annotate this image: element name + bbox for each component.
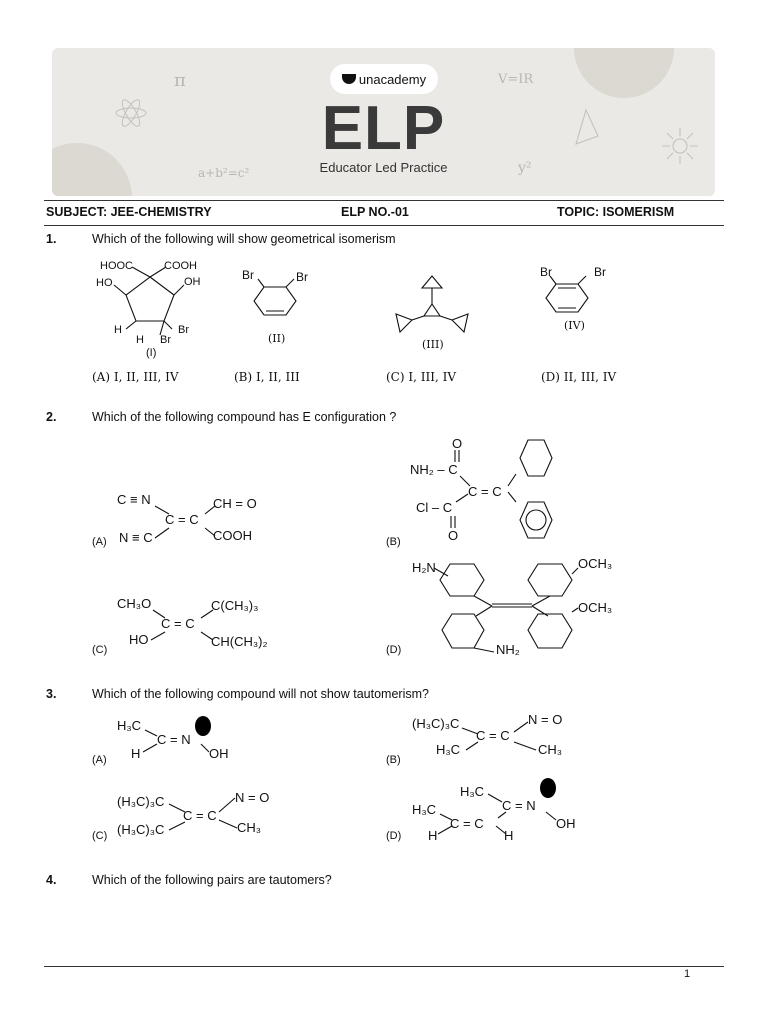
q2a-cc: C = C [165,512,199,527]
q3d-h3c-left: H₃C [412,802,437,817]
q3c-cc: C = C [183,808,217,823]
q2c-cch3: C(CH₃)₃ [211,598,259,613]
q3-structure-b [410,710,590,760]
q2-option-a[interactable]: (A) [92,536,107,548]
banner-title: ELP [321,94,446,163]
q2c-ch3o: CH₃O [117,596,152,611]
q3d-h-left: H [428,828,438,843]
q2c-ho: HO [129,632,149,647]
q2b-cc: C = C [468,484,502,499]
q2d-och3-top: OCH₃ [578,556,613,571]
banner-subtitle: Educator Led Practice [319,160,448,175]
q2-option-c[interactable]: (C) [92,644,108,656]
q3c-tbu-bottom: (H₃C)₃C [117,822,165,837]
q3d-h-right: H [504,828,514,843]
h-label-2: H [136,334,144,346]
question-4-number: 4. [46,873,57,887]
ho-label: HO [96,277,113,289]
q1-label-iv: (IV) [564,319,585,332]
q3b-tbu: (H₃C)₃C [412,716,460,731]
q3d-oh: OH [556,816,576,831]
brand-logo-icon [342,74,356,84]
q1-option-a[interactable]: (A) I, II, III, IV [92,370,179,384]
y2-doodle: y² [518,160,532,176]
q2b-nh2: NH₂ – C [410,462,458,477]
q2c-chch3: CH(CH₃)₂ [211,634,268,649]
q2b-o-bottom: O [448,528,459,543]
q2-structure-c [115,592,285,654]
oh-label: OH [184,276,201,288]
question-2-number: 2. [46,410,57,424]
br-iv-right: Br [594,265,606,279]
brand-name: unacademy [358,71,427,87]
q2a-cooh: COOH [213,528,252,543]
cooh-label: COOH [164,260,197,272]
q2a-nc: N ≡ C [119,530,153,545]
elp-number: ELP NO.-01 [341,205,409,219]
br-label-2: Br [160,334,171,346]
subject-header [44,200,724,226]
q3a-cn: C = N [157,732,191,747]
brand-logo [330,64,438,94]
q2d-h2n: H₂N [412,560,436,575]
ohm-doodle: V=IR [498,72,534,87]
q1-option-b[interactable]: (B) I, II, III [234,370,300,384]
q3b-h3c: H₃C [436,742,461,757]
q2-option-d[interactable]: (D) [386,644,402,656]
question-3-number: 3. [46,687,57,701]
q3c-no: N = O [235,790,270,805]
question-3-text: Which of the following compound will not show tautomerism? [92,687,429,701]
pi-doodle: π [174,70,186,91]
q3-structure-d [410,774,590,844]
q3-option-c[interactable]: (C) [92,830,108,842]
q1-label-ii: (II) [268,332,286,345]
h-label-1: H [114,324,122,336]
q3d-h3c-top: H₃C [460,784,485,799]
q1-label-i: (I) [146,347,157,359]
banner [52,48,715,196]
q2-structure-d [410,556,620,656]
q3-option-b[interactable]: (B) [386,754,401,766]
br-ii-left: Br [242,268,254,282]
q3c-ch3: CH₃ [237,820,262,835]
page-number: 1 [684,968,691,980]
q2b-o-top: O [452,436,463,451]
q2-structure-b [408,436,568,546]
q3c-tbu-top: (H₃C)₃C [117,794,165,809]
q2b-cl: Cl – C [416,500,453,515]
q1-structure-i [90,255,220,355]
q2c-cc: C = C [161,616,195,631]
question-4-text: Which of the following pairs are tautomers? [92,873,332,887]
q2a-cho: CH = O [213,496,257,511]
q3d-cc: C = C [450,816,484,831]
q1-structure-iv [538,262,618,322]
question-2-text: Which of the following compound has E configuration ? [92,410,397,424]
br-iv-left: Br [540,265,552,279]
q1-structure-iii [390,270,474,340]
hooc-label: HOOC [100,260,133,272]
q2d-och3-bottom: OCH₃ [578,600,613,615]
q1-option-c[interactable]: (C) I, III, IV [386,370,456,384]
q3-option-d[interactable]: (D) [386,830,402,842]
q1-option-d[interactable]: (D) II, III, IV [541,370,617,384]
q3a-oh: OH [209,746,229,761]
q3a-h: H [131,746,141,761]
q1-label-iii: (III) [422,338,444,351]
q2d-nh2: NH₂ [496,642,520,657]
q3a-h3c: H₃C [117,718,142,733]
q1-structure-ii [240,265,320,335]
br-label-1: Br [178,324,189,336]
q3-option-a[interactable]: (A) [92,754,107,766]
banner-circle-right [574,48,674,98]
topic-label: TOPIC: ISOMERISM [557,205,675,219]
q3-structure-a [115,712,255,764]
question-1-text: Which of the following will show geometrical isomerism [92,232,396,246]
br-ii-right: Br [296,270,308,284]
q2-structure-a [115,488,275,550]
q3d-cn: C = N [502,798,536,813]
q3b-cc: C = C [476,728,510,743]
subject-label: SUBJECT: JEE-CHEMISTRY [46,205,212,219]
q3-structure-c [115,788,295,840]
q3b-no: N = O [528,712,563,727]
q3b-ch3: CH₃ [538,742,563,757]
footer-divider [44,966,724,967]
question-1-number: 1. [46,232,57,246]
q2a-cn: C ≡ N [117,492,151,507]
q2-option-b[interactable]: (B) [386,536,401,548]
formula-doodle: a+b²=c² [198,166,250,180]
